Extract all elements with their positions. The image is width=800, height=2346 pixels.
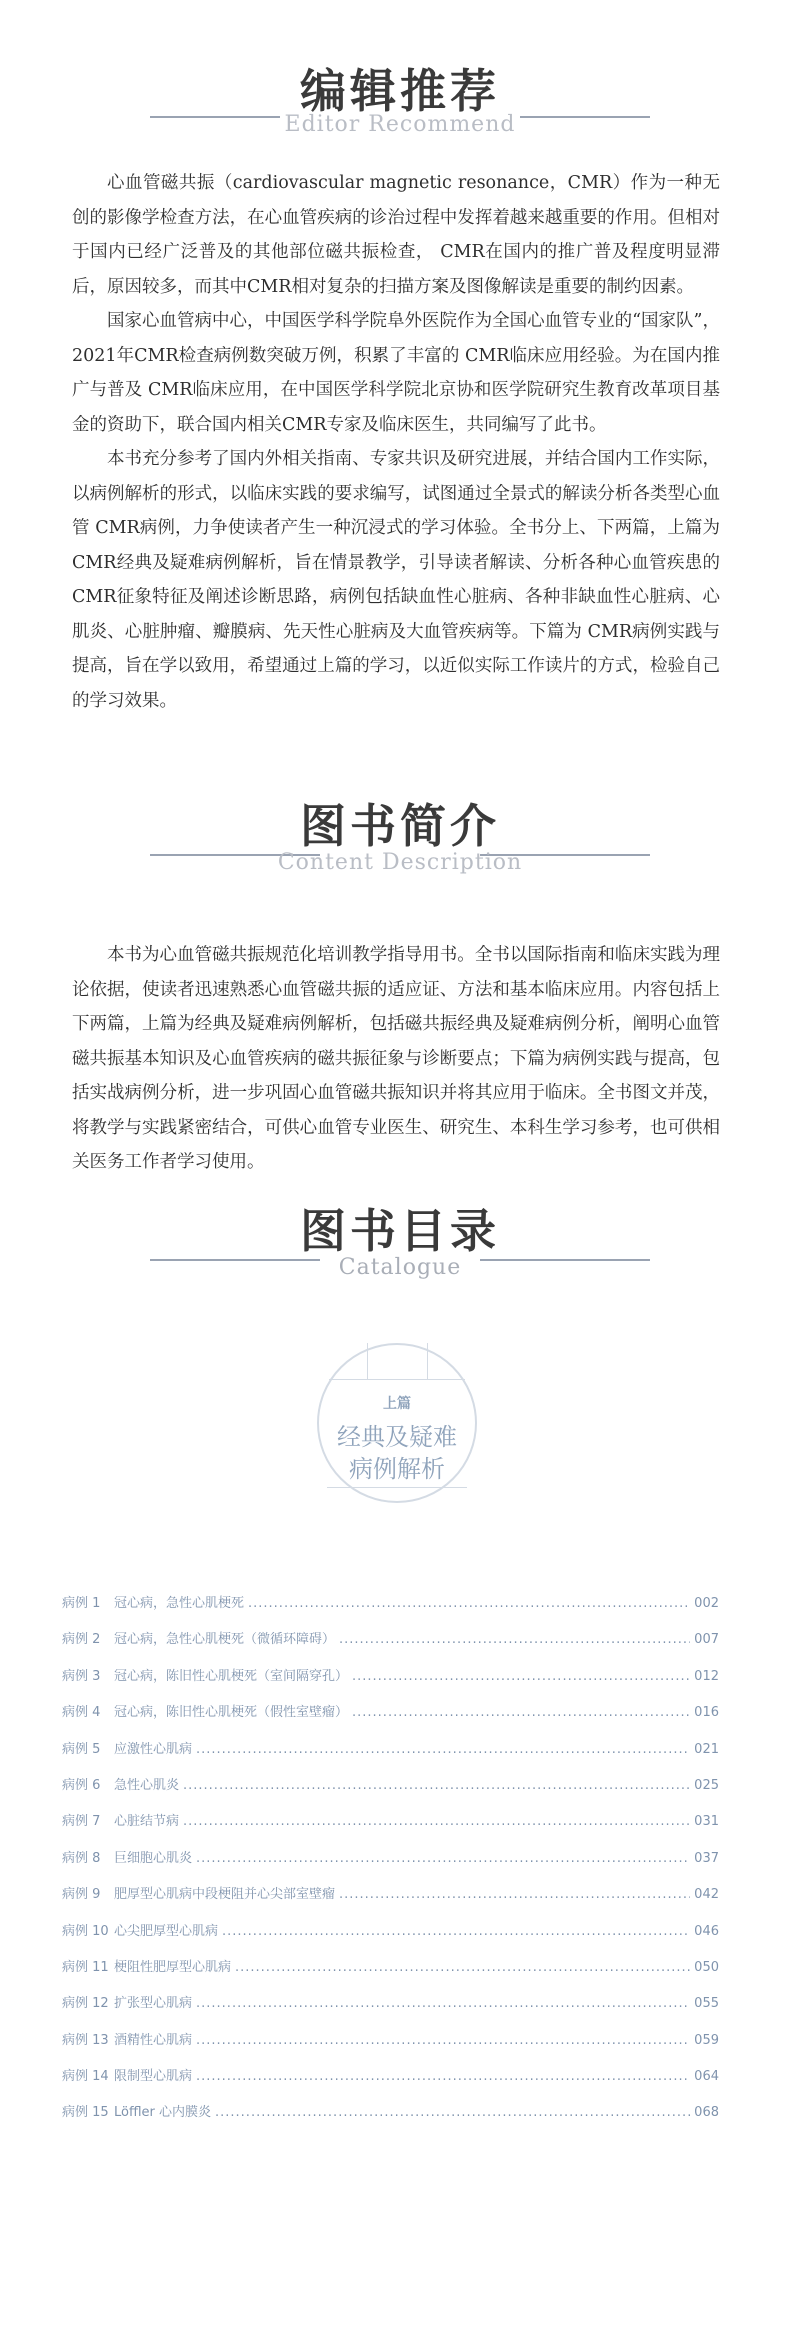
- toc-entry-title: 酒精性心肌病: [114, 2032, 193, 2048]
- toc-entry[interactable]: [62, 1774, 719, 1810]
- toc-entry-page: 012: [694, 1668, 719, 1684]
- toc-entry-title: 巨细胞心肌炎: [114, 1850, 193, 1866]
- toc-leader-dots: [352, 1669, 690, 1684]
- content-description-body: [72, 938, 720, 1180]
- toc-leader-dots: [196, 1742, 690, 1757]
- toc-leader-dots: [196, 1996, 690, 2011]
- editor-recommend-body: [72, 166, 720, 718]
- table-of-contents: [62, 1592, 719, 2138]
- toc-entry-page: 055: [694, 1996, 719, 2012]
- toc-entry[interactable]: [62, 1665, 719, 1701]
- toc-leader-dots: [196, 2069, 690, 2084]
- toc-leader-dots: [183, 1778, 690, 1793]
- toc-entry[interactable]: [62, 1883, 719, 1919]
- toc-entry[interactable]: [62, 1738, 719, 1774]
- toc-entry[interactable]: [62, 1810, 719, 1846]
- toc-entry[interactable]: [62, 1992, 719, 2028]
- toc-entry-number: 病例 8: [62, 1850, 101, 1866]
- toc-leader-dots: [235, 1960, 690, 1975]
- toc-entry-title: 冠心病，急性心肌梗死（微循环障碍）: [114, 1632, 336, 1648]
- toc-entry-title: 限制型心肌病: [114, 2069, 193, 2085]
- toc-entry-number: 病例 13: [62, 2032, 109, 2048]
- toc-entry-title: 心脏结节病: [114, 1814, 180, 1830]
- emblem-divider: [327, 1487, 467, 1488]
- editor-paragraph: 国家心血管病中心，中国医学科学院阜外医院作为全国心血管专业的“国家队”，2021年CMR检查病例数突破万例，积累了丰富的 CMR临床应用经验。为在国内推广与普及 CMR临床应用，在中国医学科学院北京协和医学院研究生教育改革项目基金的资助下，联合国内相关CMR专家及临床医生，共同编写了此书。: [72, 311, 720, 435]
- toc-entry-number: 病例 12: [62, 1996, 109, 2012]
- toc-entry[interactable]: [62, 1628, 719, 1664]
- toc-entry[interactable]: [62, 2029, 719, 2065]
- part-label: 上篇: [383, 1396, 411, 1412]
- toc-entry-number: 病例 9: [62, 1887, 101, 1903]
- toc-entry[interactable]: [62, 1701, 719, 1737]
- toc-entry[interactable]: [62, 1920, 719, 1956]
- toc-entry-number: 病例 14: [62, 2069, 109, 2085]
- toc-entry[interactable]: [62, 1847, 719, 1883]
- toc-entry-title: 肥厚型心肌病中段梗阻并心尖部室壁瘤: [114, 1887, 336, 1903]
- toc-entry-page: 002: [694, 1596, 719, 1611]
- emblem-divider: [367, 1343, 368, 1379]
- toc-entry[interactable]: [62, 1956, 719, 1992]
- toc-entry-title: 急性心肌炎: [114, 1777, 180, 1793]
- toc-entry-page: 031: [694, 1814, 719, 1830]
- part-title-line2: 病例解析: [349, 1455, 445, 1483]
- toc-entry-page: 007: [694, 1632, 719, 1648]
- toc-entry-title: 扩张型心肌病: [114, 1996, 193, 2012]
- toc-entry-page: 046: [694, 1923, 719, 1939]
- toc-entry-title: 梗阻性肥厚型心肌病: [114, 1959, 232, 1975]
- editor-paragraph: 本书充分参考了国内外相关指南、专家共识及研究进展，并结合国内工作实际，以病例解析的形式，以临床实践的要求编写，试图通过全景式的解读分析各类型心血管 CMR病例，力争使读者产生一种沉浸式的学习体验。全书分上、下两篇，上篇为 CMR经典及疑难病例解析，旨在情景教学，引导读者解读、分析各种心血管疾患的 CMR征象特征及阐述诊断思路，病例包括缺血性心脏病、各种非缺血性心脏病、心肌炎、心脏肿瘤、瓣膜病、先天性心脏病及大血管疾病等。下篇为 CMR病例实践与提高，旨在学以致用，希望通过上篇的学习，以近似实际工作读片的方式，检验自己的学习效果。: [72, 449, 720, 711]
- toc-entry-title: 冠心病，陈旧性心肌梗死（室间隔穿孔）: [114, 1668, 349, 1684]
- toc-leader-dots: [183, 1814, 690, 1829]
- toc-entry-page: 025: [694, 1777, 719, 1793]
- toc-entry-title: 冠心病，急性心肌梗死: [114, 1596, 245, 1611]
- editor-paragraph: 心血管磁共振（cardiovascular magnetic resonance，CMR）作为一种无创的影像学检查方法，在心血管疾病的诊治过程中发挥着越来越重要的作用。但相对于国内已经广泛普及的其他部位磁共振检查， CMR在国内的推广普及程度明显滞后，原因较多，而其中CMR相对复杂的扫描方案及图像解读是重要的制约因素。: [72, 173, 720, 297]
- toc-entry-title: 应激性心肌病: [114, 1741, 193, 1757]
- toc-entry-page: 037: [694, 1850, 719, 1866]
- toc-entry-title: Löffler 心内膜炎: [114, 2105, 212, 2121]
- toc-leader-dots: [196, 1851, 690, 1866]
- editor-recommend-title: 编辑推荐: [300, 64, 500, 118]
- catalogue-title: 图书目录: [300, 1204, 500, 1258]
- toc-leader-dots: [215, 2105, 690, 2120]
- toc-entry-number: 病例 4: [62, 1705, 101, 1721]
- toc-entry-number: 病例 15: [62, 2105, 109, 2121]
- emblem-divider: [329, 1379, 465, 1380]
- toc-entry[interactable]: [62, 2101, 719, 2137]
- toc-entry-page: 016: [694, 1705, 719, 1721]
- toc-leader-dots: [339, 1887, 690, 1902]
- toc-entry-number: 病例 10: [62, 1923, 109, 1939]
- toc-leader-dots: [339, 1632, 690, 1647]
- toc-entry-page: 064: [694, 2069, 719, 2085]
- content-description-title: 图书简介: [300, 799, 500, 853]
- toc-entry-page: 068: [694, 2105, 719, 2121]
- part-title-line1: 经典及疑难: [337, 1423, 457, 1451]
- toc-entry-number: 病例 6: [62, 1777, 101, 1793]
- catalogue-subtitle: Catalogue: [338, 1255, 462, 1280]
- toc-leader-dots: [248, 1596, 690, 1611]
- content-description-subtitle: Content Description: [277, 850, 523, 875]
- intro-paragraph: 本书为心血管磁共振规范化培训教学指导用书。全书以国际指南和临床实践为理论依据，使读者迅速熟悉心血管磁共振的适应证、方法和基本临床应用。内容包括上下两篇，上篇为经典及疑难病例解析，包括磁共振经典及疑难病例分析，阐明心血管磁共振基本知识及心血管疾病的磁共振征象与诊断要点；下篇为病例实践与提高，包括实战病例分析，进一步巩固心血管磁共振知识并将其应用于临床。全书图文并茂，将教学与实践紧密结合，可供心血管专业医生、研究生、本科生学习参考，也可供相关医务工作者学习使用。: [72, 945, 720, 1172]
- toc-entry-number: 病例 5: [62, 1741, 101, 1757]
- toc-entry[interactable]: [62, 1592, 719, 1628]
- toc-entry-page: 021: [694, 1741, 719, 1757]
- emblem-divider: [427, 1343, 428, 1379]
- toc-entry-page: 050: [694, 1959, 719, 1975]
- toc-entry-number: 病例 7: [62, 1814, 101, 1830]
- toc-entry-page: 059: [694, 2032, 719, 2048]
- toc-leader-dots: [222, 1924, 690, 1939]
- toc-entry-page: 042: [694, 1887, 719, 1903]
- toc-entry-number: 病例 1: [62, 1596, 101, 1611]
- toc-entry-title: 心尖肥厚型心肌病: [114, 1923, 219, 1939]
- toc-entry-number: 病例 2: [62, 1632, 101, 1648]
- toc-entry[interactable]: [62, 2065, 719, 2101]
- toc-leader-dots: [196, 2033, 690, 2048]
- toc-entry-number: 病例 11: [62, 1959, 109, 1975]
- part-emblem: [307, 1343, 487, 1523]
- toc-entry-title: 冠心病，陈旧性心肌梗死（假性室壁瘤）: [114, 1705, 349, 1721]
- toc-entry-number: 病例 3: [62, 1668, 101, 1684]
- toc-leader-dots: [352, 1705, 690, 1720]
- editor-recommend-subtitle: Editor Recommend: [284, 112, 516, 137]
